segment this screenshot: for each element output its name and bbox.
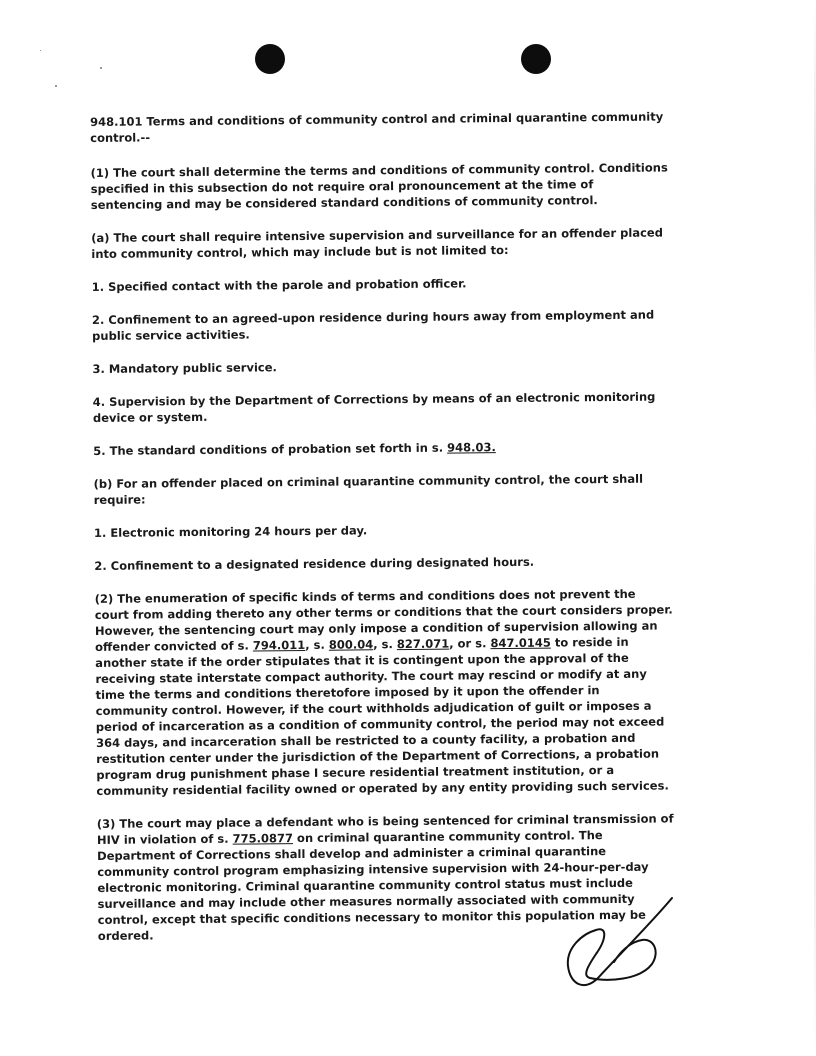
paragraph-b: (b) For an offender placed on criminal quarantine community control, the court shall require: bbox=[93, 471, 644, 507]
sub3-text-2: on criminal quarantine community control. The Department of Corrections shall develop and administer a criminal quarantine community control program emphasizing intensive supervision with 24-hour-per-day electronic monitoring. Criminal quarantine community control status must include surveillance and may include other measures normally associated with community control, except that specific conditions necessary to monitor this population may be ordered. bbox=[97, 828, 649, 943]
statute-link-794-011[interactable]: 794.011 bbox=[252, 637, 306, 653]
signature-mark bbox=[560, 892, 680, 992]
a-item-5 bbox=[93, 437, 671, 459]
b-item-1: 1. Electronic monitoring 24 hours per day. bbox=[93, 523, 368, 540]
punch-hole-left bbox=[255, 44, 285, 74]
a-item-4: 4. Supervision by the Department of Corrections by means of an electronic monitoring device or system. bbox=[92, 389, 656, 425]
statute-link-827-071[interactable]: 827.071 bbox=[396, 636, 450, 652]
scan-speck bbox=[40, 50, 41, 51]
statute-link-847-0145[interactable]: 847.0145 bbox=[490, 635, 551, 651]
sub2-text-1: (2) The enumeration of specific kinds of terms and conditions does not prevent the court from adding thereto any other terms or conditions that the court considers proper. However, the sentencing court may only impose a condition of supervision allowing an offender convicted of s. bbox=[94, 586, 673, 654]
subsection-2 bbox=[95, 585, 675, 799]
statute-link-775-0877[interactable]: 775.0877 bbox=[232, 831, 294, 846]
statute-link-948-03[interactable]: 948.03. bbox=[447, 440, 496, 455]
paragraph-a: (a) The court shall require intensive supervision and surveillance for an offender placed into community control, which may include but is not limited to: bbox=[91, 225, 663, 261]
statute-heading: 948.101 Terms and conditions of community control and criminal quarantine community control.-- bbox=[90, 109, 664, 145]
scan-speck bbox=[100, 67, 102, 69]
sub2-sep-1: , s. bbox=[305, 637, 325, 652]
a-item-3: 3. Mandatory public service. bbox=[92, 360, 277, 376]
punch-hole-right bbox=[521, 44, 551, 74]
statute-link-800-04[interactable]: 800.04 bbox=[328, 637, 374, 652]
a-item-2: 2. Confinement to an agreed-upon residence during hours away from employment and public service activities. bbox=[91, 307, 655, 343]
a-item-5-text: 5. The standard conditions of probation set forth in s. bbox=[93, 440, 444, 458]
sub2-sep-2: , s. bbox=[373, 637, 393, 652]
subsection-1: (1) The court shall determine the terms and conditions of community control. Conditions specified in this subsection do not require oral pronouncement at the time of sentencing and may be considered standard conditions of community control. bbox=[90, 160, 668, 212]
a-item-1: 1. Specified contact with the parole and probation officer. bbox=[91, 276, 467, 294]
scan-speck bbox=[55, 85, 57, 87]
b-item-2: 2. Confinement to a designated residence during designated hours. bbox=[94, 554, 535, 573]
sub2-text-2: to reside in another state if the order stipulates that it is contingent upon the approval of the receiving state interstate compact authority. The court may rescind or modify at any time the terms and conditions theretofore imposed by it upon the offender in community control. However, if the court withholds adjudication of guilt or imposes a period of incarceration as a condition of community control, the period may not exceed 364 days, and incarceration shall be restricted to a county facility, a probation and restitution center under the jurisdiction of the Department of Corrections, a probation program drug punishment phase I secure residential treatment institution, or a community residential facility owned or operated by any entity providing such services. bbox=[95, 634, 669, 798]
statute-text bbox=[90, 108, 676, 961]
sub2-sep-3: , or s. bbox=[449, 636, 487, 651]
sub3-text-1: (3) The court may place a defendant who is being sentenced for criminal transmission of HIV in violation of s. bbox=[96, 811, 674, 847]
